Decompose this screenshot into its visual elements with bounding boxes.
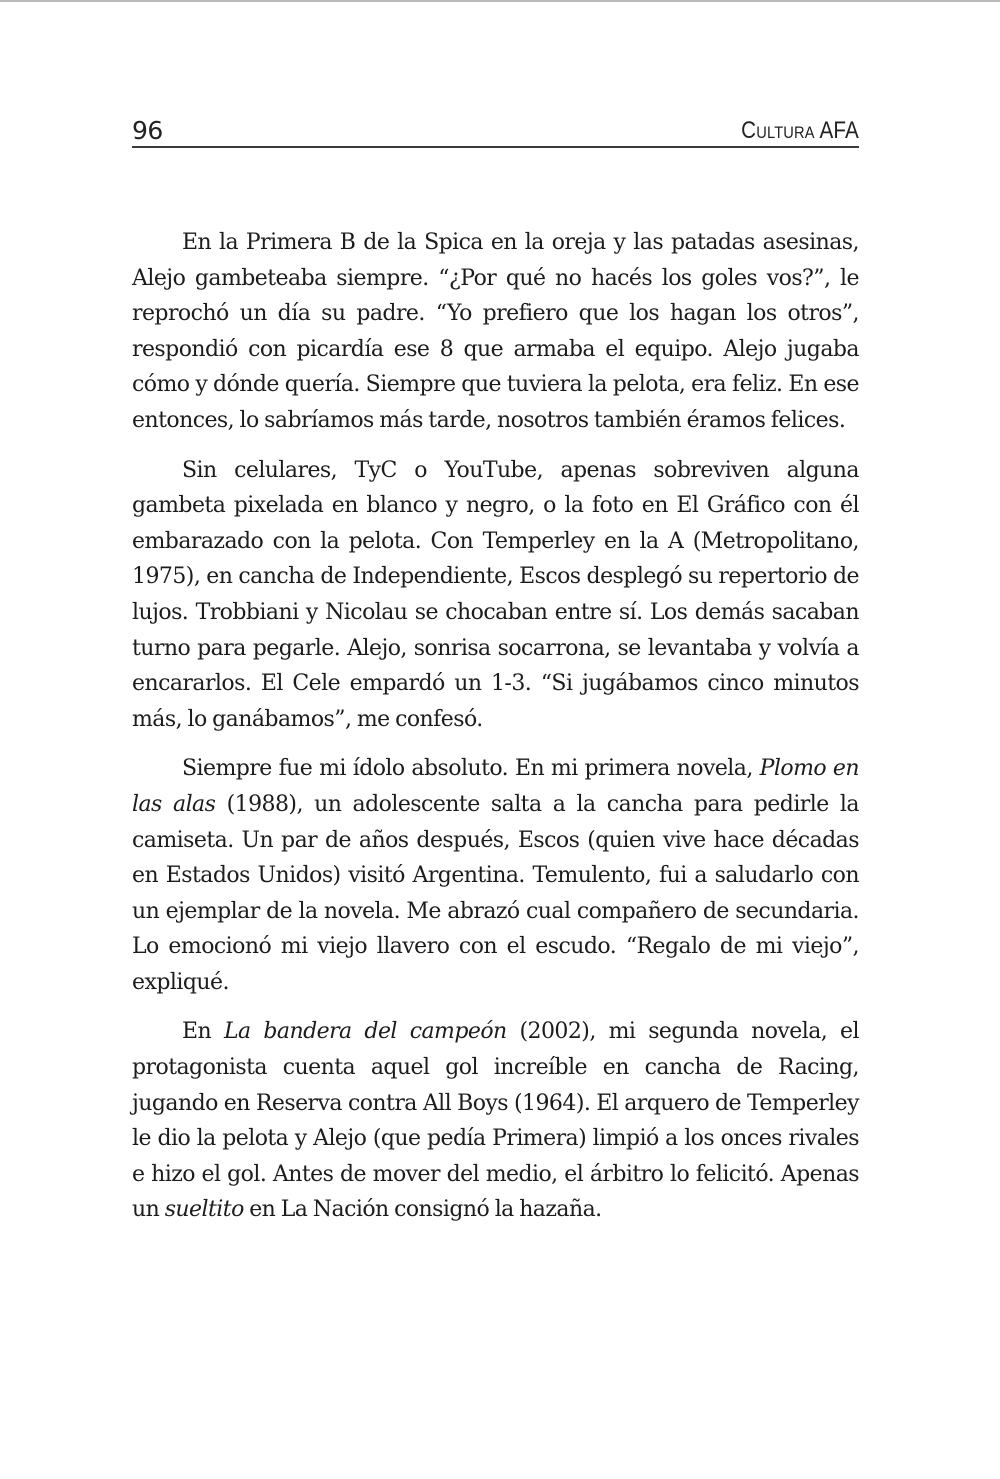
page-top-edge [0, 0, 1000, 2]
novel-title-italic: Plomo en las alas [132, 756, 859, 817]
book-title: Cultura AFA [741, 117, 859, 144]
text-segment: En [182, 1019, 224, 1045]
page-number: 96 [132, 116, 163, 145]
text-segment: En la Primera B de la Spica en la oreja y las patadas asesinas, Alejo gambeteaba siempre. “¿Por qué no hacés los goles vos?”, le reprochó un día su padre. “Yo prefiero que los hagan los otros”, respondió con picardía ese 8 que armaba el equipo. Alejo jugaba cómo y dónde quería. Siempre que tuviera la pelota, era feliz. En ese entonces, lo sabríamos más tarde, nosotros también éramos felices. [132, 230, 859, 433]
text-segment: Siempre fue mi ídolo absoluto. En mi primera novela, [182, 756, 760, 782]
text-segment: (2002), mi segunda novela, el protagonista cuenta aquel gol increíble en cancha de Racing, jugando en Reserva contra All Boys (1964). El arquero de Temperley le dio la pelota y Alejo (que pedía Primera) limpió a los onces rivales e hizo el gol. Antes de mover del medio, el árbitro lo felicitó. Apenas un [132, 1019, 859, 1223]
text-segment: (1988), un adolescente salta a la cancha para pedirle la camiseta. Un par de años después, Escos (quien vive hace décadas en Estados Unidos) visitó Argentina. Temulento, fui a saludarlo con un ejemplar de la novela. Me abrazó cual compañero de secundaria. Lo emocionó mi viejo llavero con el escudo. “Regalo de mi viejo”, expliqué. [132, 791, 859, 995]
text-segment: Sin celulares, TyC o YouTube, apenas sobreviven alguna gambeta pixelada en blanco y negro, o la foto en El Gráfico con él embarazado con la pelota. Con Temperley en la A (Metropolitano, 1975), en cancha de Independiente, Escos desplegó su repertorio de lujos. Trobbiani y Nicolau se chocaban entre sí. Los demás sacaban turno para pegarle. Alejo, sonrisa socarrona, se levantaba y volvía a encararlos. El Cele empardó un 1-3. “Si jugábamos cinco minutos más, lo ganábamos”, me confesó. [132, 457, 859, 732]
paragraph [132, 225, 859, 439]
italic-word: sueltito [164, 1197, 244, 1223]
paragraph [132, 1014, 859, 1228]
paragraph [132, 751, 859, 1000]
running-header [132, 110, 859, 148]
text-segment: en La Nación consignó la hazaña. [243, 1197, 602, 1223]
body-text [132, 225, 859, 1242]
novel-title-italic: La bandera del campeón [223, 1019, 507, 1045]
paragraph [132, 453, 859, 738]
